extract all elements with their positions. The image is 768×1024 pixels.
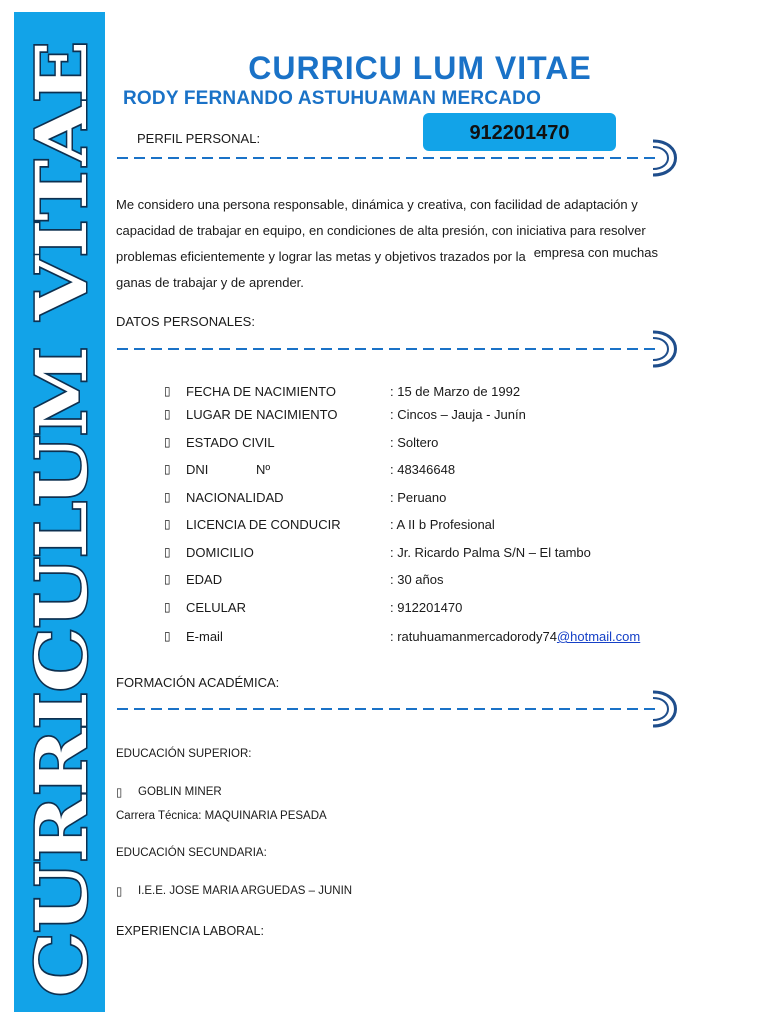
row-label: ESTADO CIVIL [186,435,275,450]
bullet-icon: ▯ [116,886,123,898]
bullet-icon: ▯ [164,407,171,421]
row-value: : 48346648 [390,462,456,477]
education-heading: FORMACIÓN ACADÉMICA: [116,675,280,690]
sidebar-vertical-text: CURRICULUM VITAE [20,179,103,997]
candidate-name: RODY FERNANDO ASTUHUAMAN MERCADO [123,88,542,109]
row-value: : 15 de Marzo de 1992 [390,384,521,399]
profile-paragraph [116,192,696,296]
row-value: : Peruano [390,490,447,505]
row-label: FECHA DE NACIMIENTO [186,384,337,399]
profile-line: capacidad de trabajar en equipo, en condiciones de alta presión, con iniciativa para resolver [116,223,646,238]
profile-line: ganas de trabajar y de aprender. [116,275,304,290]
row-value [390,629,640,644]
email-link[interactable]: @hotmail.com [556,629,641,644]
profile-line: Me considero una persona responsable, dinámica y creativa, con facilidad de adaptación y [116,197,638,212]
bullet-icon: ▯ [164,572,171,586]
profile-line [116,244,696,270]
row-label: E-mail [186,629,223,644]
row-value: : A II b Profesional [390,517,495,532]
personal-row-cellphone [164,600,724,620]
bullet-icon: ▯ [164,490,171,504]
superior-institution: GOBLIN MINER [138,786,222,798]
page-title: CURRICU LUM VITAE [248,50,592,86]
education-divider [115,685,680,735]
row-value: : Cincos – Jauja - Junín [390,407,526,422]
personal-row-address [164,545,724,565]
profile-line-part: empresa con muchas [533,245,658,260]
row-label-extra: Nº [256,462,271,477]
row-value: : Jr. Ricardo Palma S/N – El tambo [390,545,591,560]
row-label: DOMICILIO [186,545,254,560]
row-value: : 912201470 [390,600,463,615]
superior-heading: EDUCACIÓN SUPERIOR: [116,748,252,760]
bullet-icon: ▯ [164,384,171,398]
row-label: LUGAR DE NACIMIENTO [186,407,338,422]
profile-heading: PERFIL PERSONAL: [137,131,261,146]
personal-row-birthplace [164,407,724,427]
row-value: : 30 años [390,572,444,587]
row-label: LICENCIA DE CONDUCIR [186,517,341,532]
personal-row-civil-status [164,435,724,455]
profile-line-part: problemas eficientemente y lograr las metas y objetivos trazados por la [116,249,526,264]
secondary-heading: EDUCACIÓN SECUNDARIA: [116,847,267,859]
bullet-icon: ▯ [164,435,171,449]
bullet-icon: ▯ [116,787,123,799]
row-label: DNI [186,462,209,477]
row-label: EDAD [186,572,223,587]
personal-row-birthdate [164,384,724,404]
row-label: NACIONALIDAD [186,490,284,505]
bullet-icon: ▯ [164,600,171,614]
personal-row-license [164,517,724,537]
secondary-institution: I.E.E. JOSE MARIA ARGUEDAS – JUNIN [138,885,353,897]
personal-row-dni [164,462,724,482]
row-value: : Soltero [390,435,439,450]
personal-row-nationality [164,490,724,510]
personal-row-age [164,572,724,592]
email-user: : ratuhuamanmercadorody74 [390,629,557,644]
row-label: CELULAR [186,600,246,615]
bullet-icon: ▯ [164,545,171,559]
experience-heading: EXPERIENCIA LABORAL: [116,924,264,938]
bullet-icon: ▯ [164,517,171,531]
bullet-icon: ▯ [164,462,171,476]
profile-divider [115,134,680,184]
phone-badge: 912201470 [423,113,616,151]
personal-divider [115,325,680,375]
sidebar-banner [14,12,105,1012]
bullet-icon: ▯ [164,629,171,643]
superior-career: Carrera Técnica: MAQUINARIA PESADA [116,810,327,822]
personal-row-email [164,629,724,649]
personal-heading: DATOS PERSONALES: [116,314,255,329]
